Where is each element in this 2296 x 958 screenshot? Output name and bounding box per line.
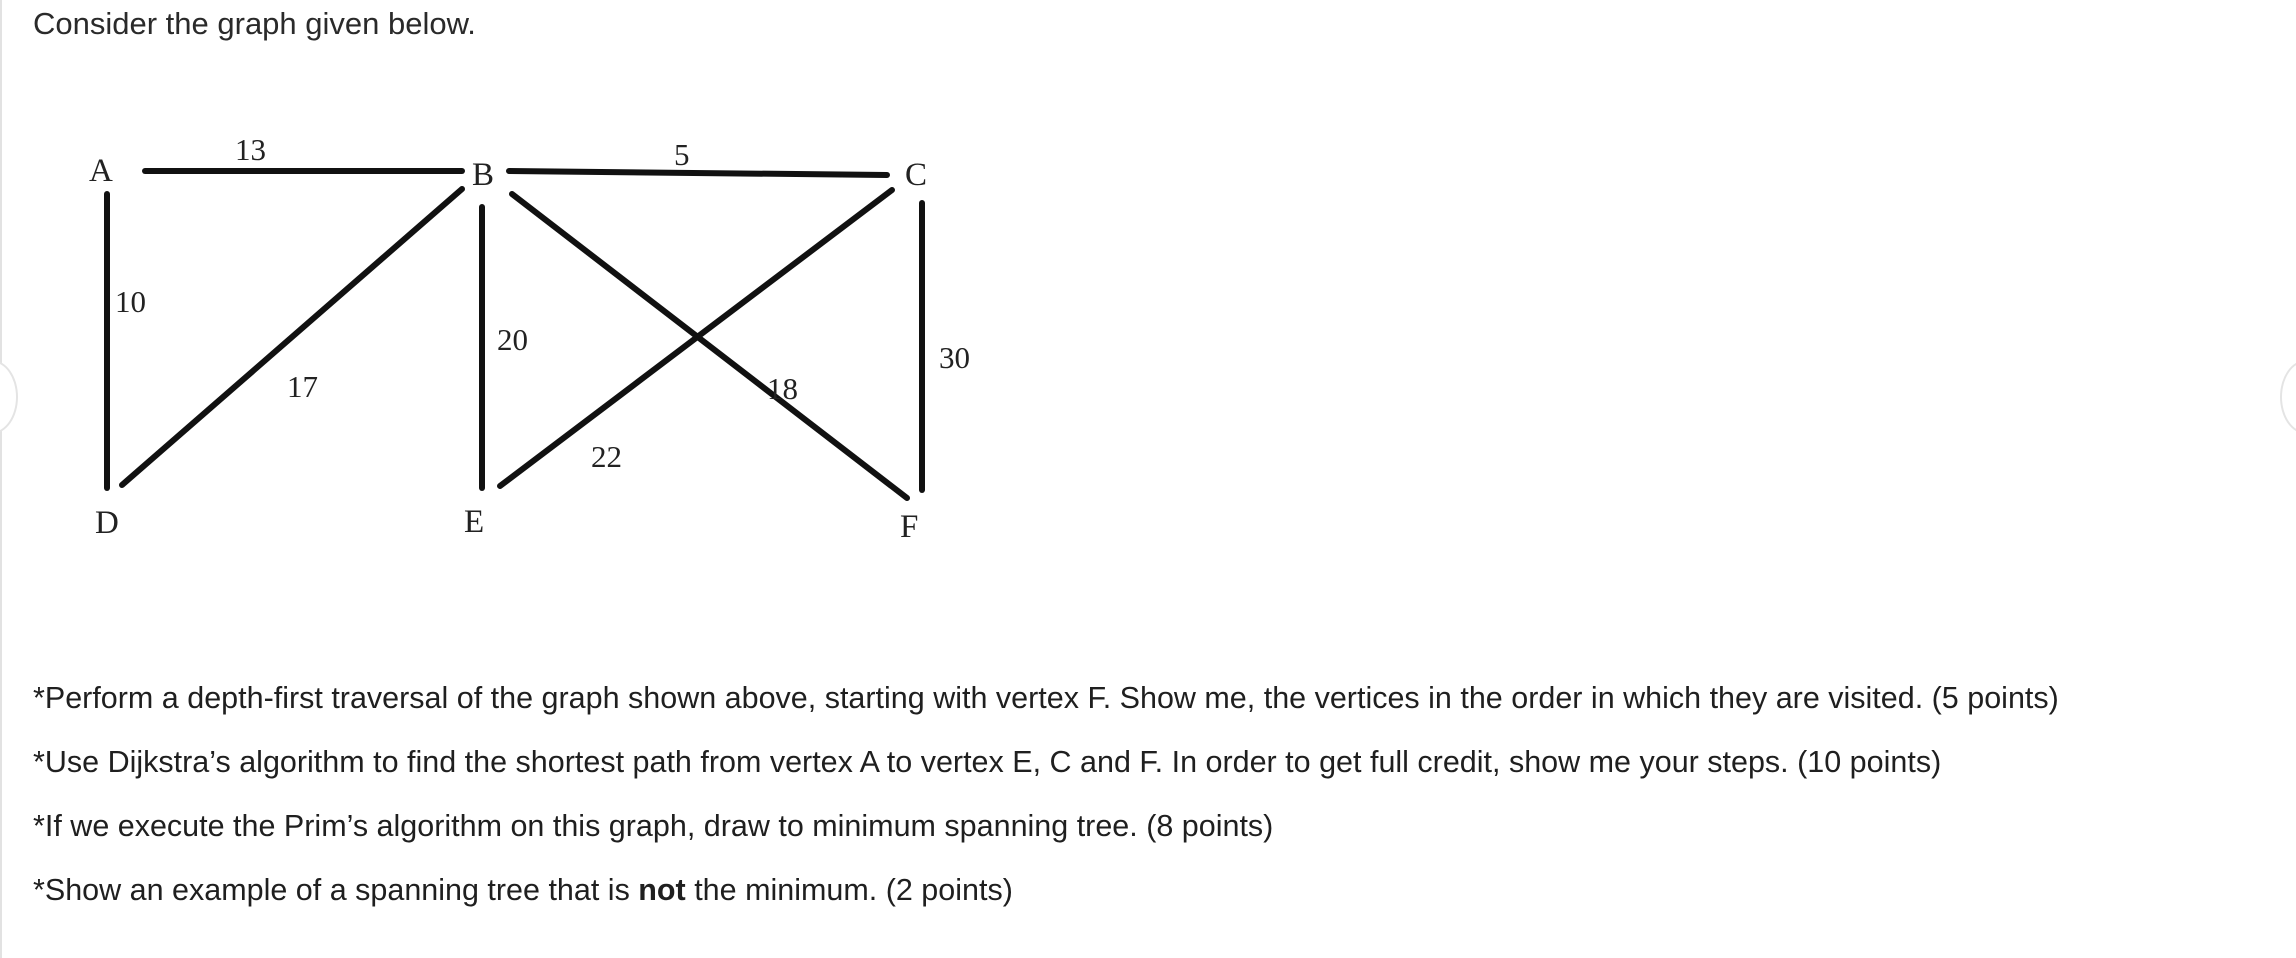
intro-text: Consider the graph given below. — [33, 6, 476, 41]
edge-BF — [512, 194, 907, 498]
vertex-label-B: B — [472, 157, 495, 193]
vertex-label-A: A — [89, 153, 113, 189]
vertex-label-C: C — [905, 157, 928, 193]
weight-label-CF: 30 — [939, 340, 970, 375]
question-spanning-tree — [33, 864, 2283, 928]
weight-label-BF: 18 — [767, 371, 798, 406]
question-spanning-tree-text-1: *Show an example of a spanning tree that is — [33, 873, 639, 907]
weight-label-BC: 5 — [674, 137, 690, 172]
weight-label-BD: 17 — [287, 369, 318, 404]
question-dijkstra: *Use Dijkstra’s algorithm to find the shortest path from vertex A to vertex E, C and F. In order to get full credit, show me your steps. (10 points) — [33, 745, 1942, 779]
edge-BD — [122, 189, 462, 485]
weight-label-CE: 22 — [591, 439, 622, 474]
weight-label-AD: 10 — [115, 284, 146, 319]
weight-label-BE: 20 — [497, 322, 528, 357]
vertex-label-E: E — [464, 504, 485, 540]
next-nav-handle[interactable] — [2280, 360, 2296, 434]
weight-label-AB: 13 — [235, 132, 266, 167]
vertex-label-D: D — [95, 505, 119, 541]
question-prim: *If we execute the Prim’s algorithm on this graph, draw to minimum spanning tree. (8 points) — [33, 809, 1274, 843]
question-dfs: *Perform a depth-first traversal of the graph shown above, starting with vertex F. Show me, the vertices in the order in which they are visited. (5 points) — [33, 681, 2059, 715]
vertex-label-F: F — [900, 509, 919, 545]
question-list — [33, 672, 2283, 928]
edge-BC — [509, 171, 887, 175]
question-spanning-tree-text-2: the minimum. (2 points) — [685, 873, 1013, 907]
question-spanning-tree-emphasis: not — [638, 873, 686, 907]
graph-diagram — [2, 0, 1102, 600]
